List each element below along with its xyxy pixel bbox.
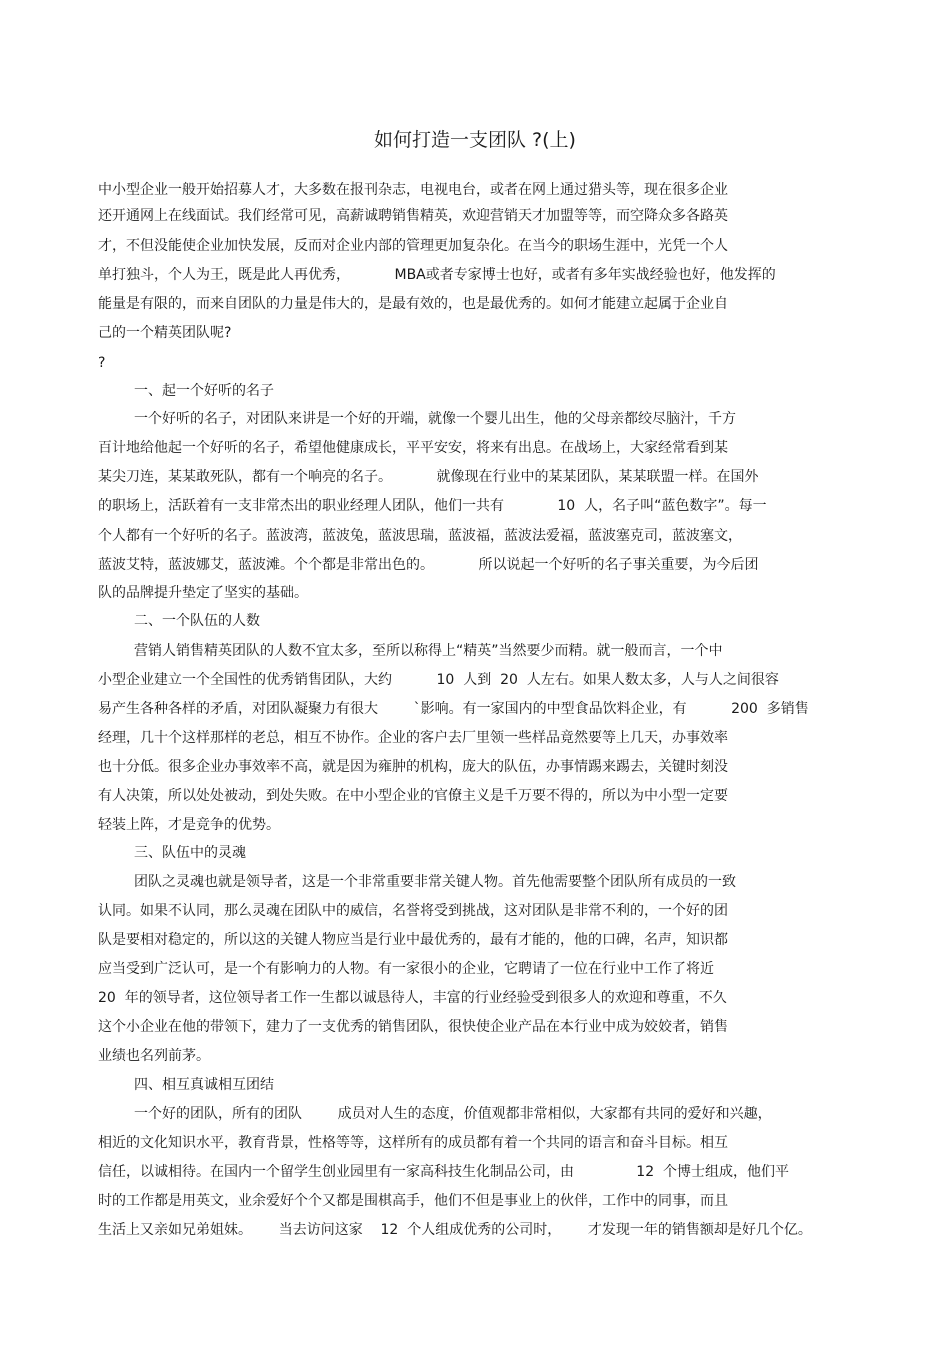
paragraph-line: 单打独斗，个人为王，既是此人再优秀， MBA或者专家博士也好，或者有多年实战经验也好，他发挥的 (98, 267, 776, 283)
paragraph-line: 才，不但没能使企业加快发展，反而对企业内部的管理更加复杂化。在当今的职场生涯中，光凭一个人 (98, 238, 728, 254)
paragraph-line: 中小型企业一般开始招募人才，大多数在报刊杂志，电视电台，或者在网上通过猎头等，现在很多企业 (98, 182, 728, 198)
paragraph-line: 营销人销售精英团队的人数不宜太多，至所以称得上“精英”当然要少而精。就一般而言，一个中 (134, 643, 723, 659)
paragraph-line: 20 年的领导者，这位领导者工作一生都以诚恳待人，丰富的行业经验受到很多人的欢迎和尊重，不久 (98, 990, 727, 1006)
paragraph-line: 能量是有限的，而来自团队的力量是伟大的，是最有效的，也是最优秀的。如何才能建立起属于企业自 (98, 296, 728, 312)
paragraph-line: 小型企业建立一个全国性的优秀销售团队，大约 10 人到 20 人左右。如果人数太多，人与人之间很容 (98, 672, 779, 688)
paragraph-line: 也十分低。很多企业办事效率不高，就是因为雍肿的机构，庞大的队伍，办事情踢来踢去，关键时刻没 (98, 759, 728, 775)
paragraph-line: 业绩也名列前茅。 (98, 1048, 210, 1064)
paragraph-line: 队的品牌提升垫定了坚实的基础。 (98, 585, 308, 601)
paragraph-line: 时的工作都是用英文，业余爱好个个又都是围棋高手，他们不但是事业上的伙伴，工作中的同事，而且 (98, 1193, 728, 1209)
paragraph-line: 轻装上阵，才是竞争的优势。 (98, 817, 280, 833)
paragraph-line: 某尖刀连，某某敢死队，都有一个响亮的名子。 就像现在行业中的某某团队，某某联盟一样。在国外 (98, 469, 759, 485)
paragraph-line: 百计地给他起一个好听的名子，希望他健康成长，平平安安，将来有出息。在战场上，大家经常看到某 (98, 440, 728, 456)
paragraph-line: 生活上又亲如兄弟姐妹。 当去访问这家 12 个人组成优秀的公司时， 才发现一年的销售额却是好几个亿。 (98, 1222, 812, 1238)
paragraph-line: 信任，以诚相待。在国内一个留学生创业园里有一家高科技生化制品公司，由 12 个博士组成，他们平 (98, 1164, 790, 1180)
paragraph-line: 易产生各种各样的矛盾，对团队凝聚力有很大 `影响。有一家国内的中型食品饮料企业，有 200 多销售 (98, 701, 809, 717)
paragraph-line: 一个好的团队，所有的团队 成员对人生的态度，价值观都非常相似，大家都有共同的爱好和兴趣， (134, 1106, 772, 1122)
paragraph-line: 个人都有一个好听的名子。蓝波湾，蓝波兔，蓝波思瑞，蓝波福，蓝波法爱福，蓝波塞克司，蓝波塞文， (98, 528, 742, 544)
paragraph-line: 应当受到广泛认可，是一个有影响力的人物。有一家很小的企业，它聘请了一位在行业中工作了将近 (98, 961, 714, 977)
paragraph-line: 队是要相对稳定的，所以这的关键人物应当是行业中最优秀的，最有才能的，他的口碑，名声，知识都 (98, 932, 728, 948)
paragraph-line: 团队之灵魂也就是领导者，这是一个非常重要非常关键人物。首先他需要整个团队所有成员的一致 (134, 874, 736, 890)
paragraph-line: ? (98, 355, 106, 371)
paragraph-line: 这个小企业在他的带领下，建力了一支优秀的销售团队，很快使企业产品在本行业中成为姣姣者，销售 (98, 1019, 728, 1035)
paragraph-line: 的职场上，活跃着有一支非常杰出的职业经理人团队，他们一共有 10 人，名子叫“蓝色数字”。每一 (98, 498, 767, 514)
paragraph-line: 一个好听的名子，对团队来讲是一个好的开端，就像一个婴儿出生，他的父母亲都绞尽脑汁，千方 (134, 411, 736, 427)
document-title: 如何打造一支团队 ?(上) (374, 129, 576, 151)
section-heading: 三、队伍中的灵魂 (134, 845, 246, 861)
paragraph-line: 认同。如果不认同，那么灵魂在团队中的威信，名誉将受到挑战，这对团队是非常不利的，一个好的团 (98, 903, 728, 919)
paragraph-line: 经理，几十个这样那样的老总，相互不协作。企业的客户去厂里领一些样品竟然要等上几天，办事效率 (98, 730, 728, 746)
paragraph-line: 有人决策，所以处处被动，到处失败。在中小型企业的官僚主义是千万要不得的，所以为中小型一定要 (98, 788, 728, 804)
section-heading: 二、一个队伍的人数 (134, 613, 260, 629)
paragraph-line: 还开通网上在线面试。我们经常可见，高薪诚聘销售精英，欢迎营销天才加盟等等，而空降众多各路英 (98, 208, 728, 224)
paragraph-line: 蓝波艾特，蓝波娜艾，蓝波滩。个个都是非常出色的。 所以说起一个好听的名子事关重要，为今后团 (98, 557, 759, 573)
paragraph-line: 己的一个精英团队呢? (98, 325, 232, 341)
section-heading: 四、相互真诚相互团结 (134, 1077, 274, 1093)
section-heading: 一、起一个好听的名子 (134, 383, 274, 399)
paragraph-line: 相近的文化知识水平，教育背景，性格等等，这样所有的成员都有着一个共同的语言和奋斗目标。相互 (98, 1135, 728, 1151)
